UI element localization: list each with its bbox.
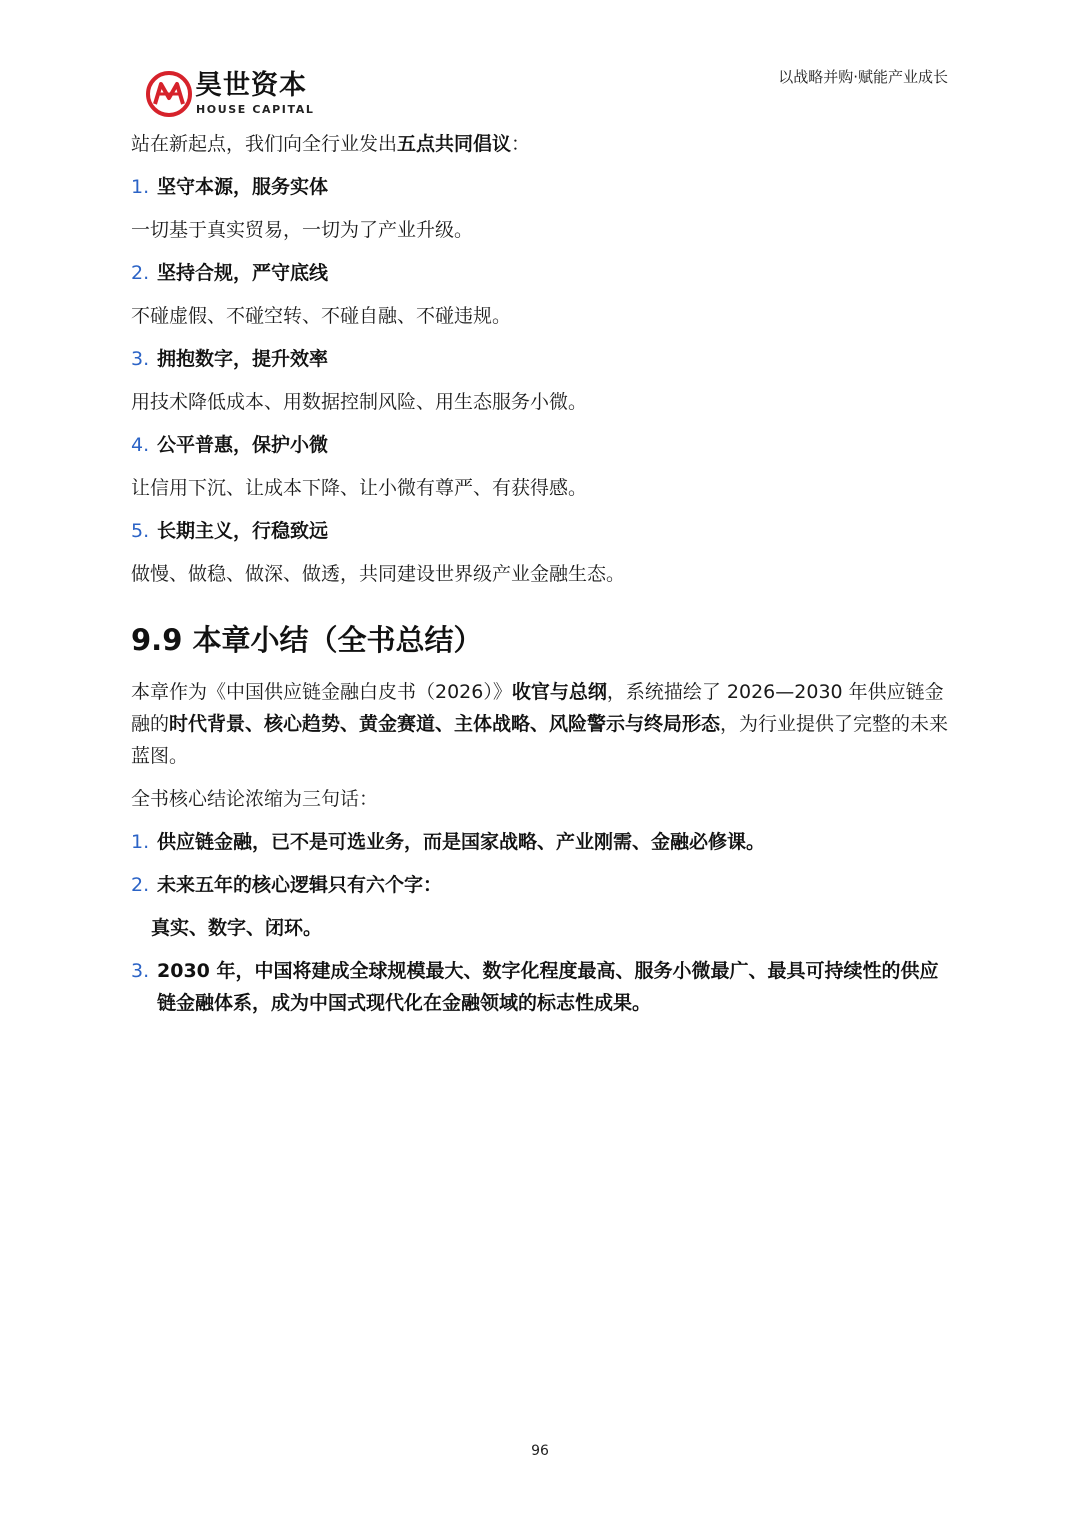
initiative-5-desc: 做慢、做稳、做深、做透，共同建设世界级产业金融生态。 <box>131 563 626 585</box>
summary-text: ，为行业提供了完整的未来蓝图。 <box>131 713 949 767</box>
list-number: 1. <box>131 831 150 853</box>
initiative-title: 拥抱数字，提升效率 <box>157 348 329 370</box>
company-logo <box>145 70 315 120</box>
list-number: 5. <box>131 520 150 542</box>
conclusion-3 <box>131 955 951 1019</box>
list-number: 3. <box>131 960 150 982</box>
list-number: 2. <box>131 874 150 896</box>
logo-english-name: HOUSE CAPITAL <box>196 103 315 116</box>
logo-chinese-name: 昊世资本 <box>195 70 307 101</box>
page-number: 96 <box>531 1443 549 1459</box>
initiative-title: 长期主义，行稳致远 <box>157 520 329 542</box>
conclusion-intro: 全书核心结论浓缩为三句话： <box>131 788 379 810</box>
initiative-title: 坚持合规，严守底线 <box>157 262 329 284</box>
intro-bold: 五点共同倡议 <box>397 133 512 155</box>
summary-bold: 时代背景、核心趋势、黄金赛道、主体战略、风险警示与终局形态 <box>169 713 721 735</box>
conclusion-text: 2030 年，中国将建成全球规模最大、数字化程度最高、服务小微最广、最具可持续性的供应链金融体系，成为中国式现代化在金融领域的标志性成果。 <box>157 960 939 1014</box>
conclusion-text: 未来五年的核心逻辑只有六个字： <box>157 874 443 896</box>
initiative-2-desc: 不碰虚假、不碰空转、不碰自融、不碰违规。 <box>131 305 512 327</box>
summary-text: ，系统描绘了 2026—2030 年供应链金融的 <box>131 681 944 735</box>
initiative-2-title <box>131 257 951 289</box>
summary-paragraph <box>131 676 951 772</box>
initiative-4-title <box>131 429 951 461</box>
conclusion-text: 供应链金融，已不是可选业务，而是国家战略、产业刚需、金融必修课。 <box>157 831 766 853</box>
list-number: 1. <box>131 176 150 198</box>
page-content <box>131 128 951 1030</box>
initiative-5-title <box>131 515 951 547</box>
six-characters: 真实、数字、闭环。 <box>151 917 323 939</box>
list-number: 2. <box>131 262 150 284</box>
summary-text: 本章作为《中国供应链金融白皮书（2026）》 <box>131 681 512 703</box>
conclusion-2 <box>131 869 951 901</box>
intro-suffix: ： <box>511 133 531 155</box>
initiative-3-title <box>131 343 951 375</box>
summary-bold: 收官与总纲 <box>511 681 607 703</box>
initiative-1-title <box>131 171 951 203</box>
intro-prefix: 站在新起点，我们向全行业发出 <box>131 133 398 155</box>
list-number: 4. <box>131 434 150 456</box>
initiative-3-desc: 用技术降低成本、用数据控制风险、用生态服务小微。 <box>131 391 588 413</box>
initiative-1-desc: 一切基于真实贸易，一切为了产业升级。 <box>131 219 474 241</box>
initiative-title: 公平普惠，保护小微 <box>157 434 329 456</box>
section-heading: 9.9 本章小结（全书总结） <box>131 623 483 657</box>
list-number: 3. <box>131 348 150 370</box>
house-capital-logo-icon <box>145 70 193 118</box>
intro-paragraph <box>131 128 951 160</box>
initiative-title: 坚守本源，服务实体 <box>157 176 329 198</box>
initiative-4-desc: 让信用下沉、让成本下降、让小微有尊严、有获得感。 <box>131 477 588 499</box>
conclusion-1 <box>131 826 951 858</box>
header-slogan: 以战略并购·赋能产业成长 <box>778 68 948 86</box>
